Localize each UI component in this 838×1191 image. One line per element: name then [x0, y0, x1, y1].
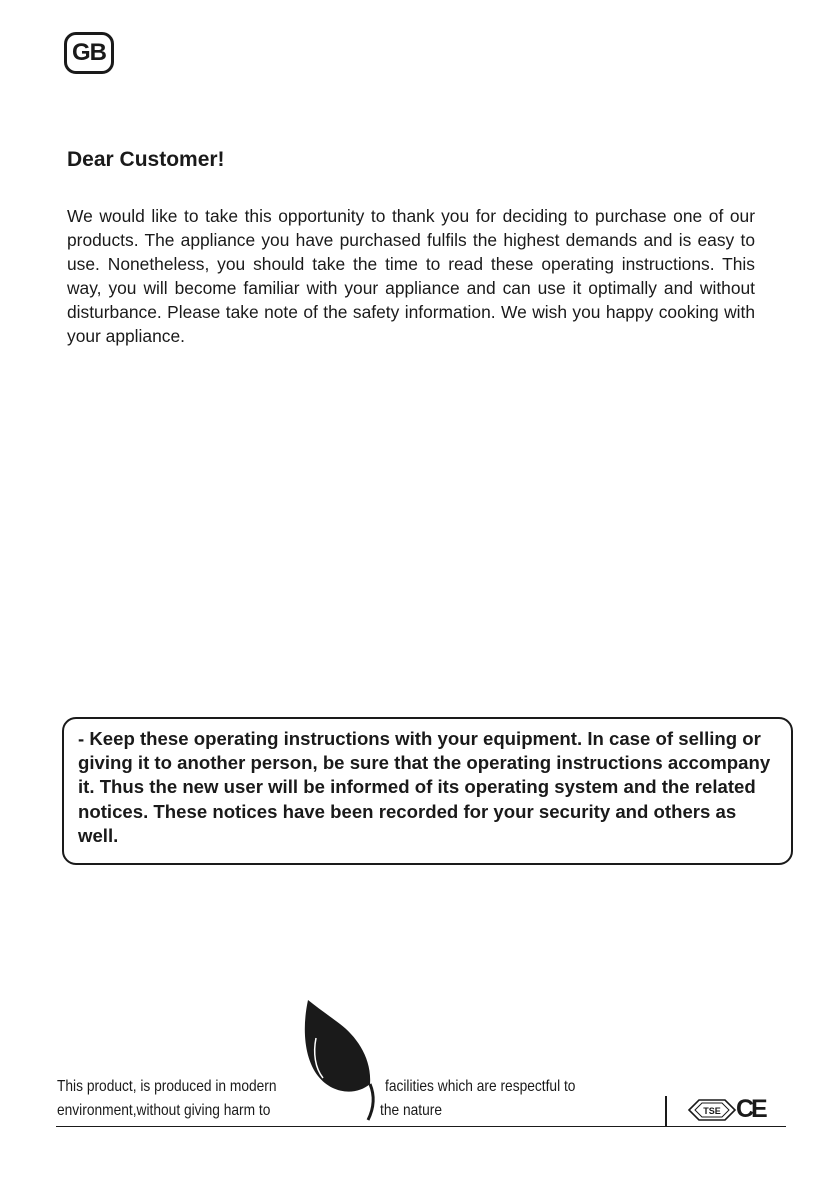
language-badge	[64, 32, 114, 74]
footer-text-right-2: the nature	[380, 1102, 442, 1119]
footer-rule	[56, 1126, 786, 1127]
divider-bar	[665, 1096, 667, 1126]
tse-label: TSE	[703, 1106, 721, 1116]
notice-text: - Keep these operating instructions with your equipment. In case of selling or giving it to another person, be sure that the operating instructions accompany it. Thus the new user will be informed of its operating system and the related notices. These notices have been recorded for your security and others as well.	[78, 728, 771, 846]
language-badge-label: GB	[72, 39, 106, 66]
leaf-icon	[296, 998, 382, 1122]
notice-box	[62, 717, 793, 865]
intro-paragraph: We would like to take this opportunity to thank you for deciding to purchase one of our products. The appliance you have purchased fulfils the highest demands and is easy to use. Nonetheless, you should take the time to read these operating instructions. This way, you will become familiar with your appliance and can use it optimally and without disturbance. Please take note of the safety information. We wish you happy cooking with your appliance.	[67, 206, 755, 346]
footer-text-right-1: facilities which are respectful to	[385, 1078, 576, 1095]
ce-certification-mark: CE	[736, 1095, 765, 1123]
tse-certification-mark	[687, 1097, 737, 1123]
page-heading: Dear Customer!	[67, 148, 225, 171]
footer-text-left-2: environment,without giving harm to	[57, 1102, 271, 1119]
footer-text-left-1: This product, is produced in modern	[57, 1078, 277, 1095]
